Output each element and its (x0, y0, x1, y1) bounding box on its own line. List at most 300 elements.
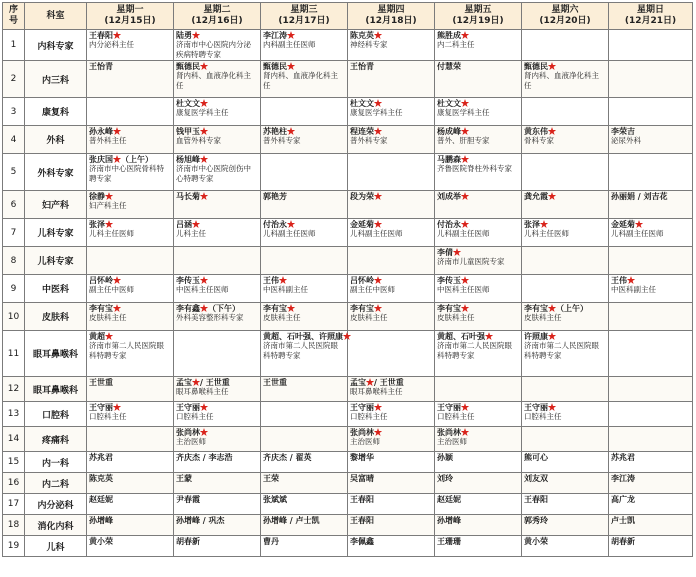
star-icon: ★ (453, 247, 461, 257)
doctor-name: 曹丹 (263, 536, 279, 546)
schedule-cell (261, 473, 348, 494)
day-date: (12月17日) (278, 16, 330, 26)
doctor-name: 孟宝 (350, 377, 366, 387)
schedule-cell (87, 377, 174, 402)
header-day-tue (174, 3, 261, 30)
schedule-cell (435, 30, 522, 61)
star-icon: ★ (548, 303, 556, 313)
doctor-name: 程连荣 (350, 126, 374, 136)
doctor-title: 中医科副主任 (263, 285, 308, 294)
doctor-note: （上午） (556, 303, 588, 313)
doctor-name: 王守丽 (437, 402, 461, 412)
schedule-cell (609, 191, 693, 219)
schedule-cell (87, 30, 174, 61)
doctor-name: 王守丽 (524, 402, 548, 412)
department-name: 内分泌科 (25, 494, 87, 515)
doctor-title: 皮肤科主任 (263, 313, 301, 322)
schedule-cell (522, 377, 609, 402)
schedule-cell (522, 331, 609, 377)
table-row (3, 377, 693, 402)
schedule-cell (87, 275, 174, 303)
doctor-name: 尹春霞 (176, 494, 200, 504)
table-row (3, 515, 693, 536)
star-icon: ★ (461, 303, 469, 313)
schedule-cell (261, 219, 348, 247)
doctor-name-line (89, 536, 171, 546)
department-name: 外科 (25, 126, 87, 154)
day-date: (12月15日) (104, 16, 156, 26)
day-name: 星期五 (464, 5, 492, 15)
schedule-cell (435, 515, 522, 536)
schedule-cell (435, 98, 522, 126)
star-icon: ★ (200, 402, 208, 412)
doctor-name: 赵廷妮 (437, 494, 461, 504)
row-number: 17 (3, 494, 25, 515)
star-icon: ★ (461, 275, 469, 285)
schedule-cell (174, 275, 261, 303)
doctor-name-line (176, 98, 258, 108)
schedule-cell (348, 98, 435, 126)
star-icon: ★ (192, 30, 200, 40)
doctor-name-line (176, 452, 258, 462)
doctor-name-line (176, 30, 258, 40)
schedule-cell (609, 154, 693, 191)
doctor-name: 王荣 (263, 473, 279, 483)
star-icon: ★ (374, 402, 382, 412)
doctor-name: 钱甲玉 (176, 126, 200, 136)
schedule-cell (609, 126, 693, 154)
star-icon: ★ (287, 30, 295, 40)
doctor-name: 李江涛 (263, 30, 287, 40)
doctor-name-line (263, 452, 345, 462)
doctor-name-line (437, 402, 519, 412)
department-name: 内二科 (25, 473, 87, 494)
schedule-cell (87, 219, 174, 247)
star-icon: ★ (366, 377, 374, 387)
header-row (3, 3, 693, 30)
doctor-name: 王春阳 (89, 30, 113, 40)
schedule-cell (174, 154, 261, 191)
doctor-name: 杨旭峰 (176, 154, 200, 164)
star-icon: ★ (374, 427, 382, 437)
table-row (3, 536, 693, 557)
schedule-cell (348, 30, 435, 61)
doctor-name-line (350, 473, 432, 483)
star-icon: ★ (374, 30, 382, 40)
star-icon: ★ (461, 427, 469, 437)
star-icon: ★ (374, 126, 382, 136)
doctor-name: 吕涵 (176, 219, 192, 229)
department-name: 儿科 (25, 536, 87, 557)
doctor-name-line (89, 275, 171, 285)
doctor-name: 赵廷妮 (89, 494, 113, 504)
doctor-title: 妇产科主任 (89, 201, 127, 210)
schedule-cell (609, 275, 693, 303)
header-dept: 科室 (25, 3, 87, 30)
schedule-cell (609, 377, 693, 402)
schedule-cell (609, 303, 693, 331)
schedule-cell (435, 494, 522, 515)
doctor-name-line (437, 473, 519, 483)
star-icon: ★ (200, 98, 208, 108)
schedule-cell (522, 219, 609, 247)
schedule-cell (348, 331, 435, 377)
doctor-name: 刘友双 (524, 473, 548, 483)
doctor-name: 李传玉 (176, 275, 200, 285)
doctor-name: 王守丽 (350, 402, 374, 412)
row-number: 2 (3, 61, 25, 98)
doctor-name-line (350, 452, 432, 462)
schedule-cell (609, 30, 693, 61)
doctor-name: 齐庆杰 / 李志浩 (176, 452, 233, 462)
schedule-cell (348, 536, 435, 557)
day-date: (12月16日) (191, 16, 243, 26)
doctor-name: 黄小荣 (89, 536, 113, 546)
department-name: 内科专家 (25, 30, 87, 61)
doctor-title: 眼耳鼻喉科主任 (176, 387, 229, 396)
star-icon: ★ (105, 219, 113, 229)
schedule-cell (435, 303, 522, 331)
schedule-cell (261, 191, 348, 219)
doctor-name-line (176, 515, 258, 525)
doctor-name: 王守丽 (176, 402, 200, 412)
doctor-name: 黄超 (89, 331, 105, 341)
schedule-cell (174, 61, 261, 98)
doctor-name: 孙增峰 / 巩杰 (176, 515, 225, 525)
doctor-name-line (437, 154, 519, 164)
row-number: 16 (3, 473, 25, 494)
star-icon: ★ (461, 98, 469, 108)
star-icon: ★ (200, 154, 208, 164)
doctor-title: 主治医师 (437, 437, 467, 446)
schedule-cell (609, 494, 693, 515)
schedule-cell (435, 473, 522, 494)
doctor-name: 李江涛 (611, 473, 635, 483)
day-date: (12月21日) (624, 16, 677, 26)
department-name: 内三科 (25, 61, 87, 98)
doctor-name-line (437, 98, 519, 108)
schedule-cell (522, 515, 609, 536)
doctor-title: 骨科专家 (524, 136, 554, 145)
doctor-title: 外科美容整形科专家 (176, 313, 244, 322)
doctor-name-line (611, 191, 690, 201)
doctor-name-line (611, 219, 690, 229)
doctor-name-line (437, 61, 519, 71)
department-name: 外科专家 (25, 154, 87, 191)
table-row (3, 30, 693, 61)
row-number: 13 (3, 402, 25, 427)
doctor-name: 刘成举 (437, 191, 461, 201)
doctor-title: 康复医学科主任 (350, 108, 403, 117)
doctor-name-line (524, 219, 606, 229)
doctor-name-line (89, 494, 171, 504)
star-icon: ★ (343, 331, 351, 341)
doctor-name: 王世重 (89, 377, 113, 387)
schedule-cell (87, 98, 174, 126)
doctor-name-line (89, 154, 171, 164)
doctor-title: 齐鲁医院脊柱外科专家 (437, 164, 512, 173)
doctor-name: 郭艳芳 (263, 191, 287, 201)
doctor-title: 济南市第二人民医院眼科特聘专家 (263, 341, 338, 360)
doctor-name: 王春阳 (350, 494, 374, 504)
doctor-name: 李有宝 (350, 303, 374, 313)
doctor-name-line (176, 536, 258, 546)
doctor-title: 儿科副主任医师 (611, 229, 664, 238)
doctor-name-line (89, 331, 171, 341)
row-number: 15 (3, 452, 25, 473)
schedule-cell (348, 473, 435, 494)
schedule-cell (348, 402, 435, 427)
day-name: 星期三 (290, 5, 318, 15)
doctor-name-line (263, 515, 345, 525)
doctor-name: 王伟 (263, 275, 279, 285)
doctor-title: 皮肤科主任 (437, 313, 475, 322)
star-icon: ★ (192, 219, 200, 229)
star-icon: ★ (627, 275, 635, 285)
doctor-name: 孙丽娟 / 刘吉花 (611, 191, 668, 201)
row-number: 8 (3, 247, 25, 275)
doctor-name-line (176, 61, 258, 71)
doctor-name: 杜文文 (350, 98, 374, 108)
row-number: 18 (3, 515, 25, 536)
star-icon: ★ (461, 154, 469, 164)
doctor-name: 龚允霞 (524, 191, 548, 201)
schedule-cell (87, 536, 174, 557)
row-number: 4 (3, 126, 25, 154)
doctor-note: / 王世重 (200, 377, 230, 387)
schedule-cell (609, 473, 693, 494)
schedule-cell (435, 126, 522, 154)
doctor-title: 主治医师 (350, 437, 380, 446)
doctor-name: 胡春新 (611, 536, 635, 546)
schedule-cell (174, 377, 261, 402)
schedule-cell (261, 98, 348, 126)
schedule-cell (522, 473, 609, 494)
doctor-name-line (350, 30, 432, 40)
star-icon: ★ (200, 61, 208, 71)
doctor-title: 济南市第二人民医院眼科特聘专家 (89, 341, 164, 360)
schedule-cell (261, 275, 348, 303)
doctor-title: 中医科主任医师 (437, 285, 490, 294)
doctor-name-line (89, 191, 171, 201)
table-row (3, 331, 693, 377)
star-icon: ★ (287, 219, 295, 229)
star-icon: ★ (540, 219, 548, 229)
schedule-cell (348, 427, 435, 452)
doctor-name-line (524, 536, 606, 546)
schedule-cell (522, 126, 609, 154)
doctor-title: 儿科副主任医师 (350, 229, 403, 238)
department-name: 口腔科 (25, 402, 87, 427)
doctor-name-line (176, 191, 258, 201)
schedule-cell (261, 494, 348, 515)
doctor-name: 刘玲 (437, 473, 453, 483)
schedule-cell (261, 30, 348, 61)
schedule-cell (609, 247, 693, 275)
doctor-name: 段为荣 (350, 191, 374, 201)
doctor-name: 熊胜成 (437, 30, 461, 40)
schedule-cell (348, 303, 435, 331)
schedule-cell (348, 275, 435, 303)
schedule-cell (87, 331, 174, 377)
schedule-cell (348, 377, 435, 402)
schedule-cell (609, 61, 693, 98)
doctor-name-line (524, 191, 606, 201)
schedule-cell (174, 473, 261, 494)
day-date: (12月18日) (365, 16, 417, 26)
star-icon: ★ (113, 126, 121, 136)
schedule-cell (522, 536, 609, 557)
schedule-cell (174, 452, 261, 473)
table-row (3, 61, 693, 98)
doctor-name-line (263, 473, 345, 483)
star-icon: ★ (548, 331, 556, 341)
star-icon: ★ (374, 303, 382, 313)
doctor-name: 陈克英 (89, 473, 113, 483)
table-row (3, 219, 693, 247)
doctor-name: 张泽 (89, 219, 105, 229)
doctor-title: 济南市中心医院创伤中心特聘专家 (176, 164, 251, 183)
doctor-name-line (524, 61, 606, 71)
schedule-cell (261, 536, 348, 557)
doctor-name: 徐静 (89, 191, 105, 201)
star-icon: ★ (461, 191, 469, 201)
doctor-title: 儿科副主任医师 (263, 229, 316, 238)
schedule-cell (261, 515, 348, 536)
schedule-cell (435, 427, 522, 452)
star-icon: ★ (287, 61, 295, 71)
doctor-name: 吴富晴 (350, 473, 374, 483)
department-name: 儿科专家 (25, 247, 87, 275)
doctor-name-line (350, 303, 432, 313)
doctor-name: 李有宝 (437, 303, 461, 313)
doctor-name: 黄东伟 (524, 126, 548, 136)
star-icon: ★ (279, 275, 287, 285)
table-row (3, 494, 693, 515)
schedule-cell (261, 331, 351, 377)
doctor-name: 张斌斌 (263, 494, 287, 504)
doctor-name: 郭秀玲 (524, 515, 548, 525)
table-row (3, 126, 693, 154)
star-icon: ★ (461, 219, 469, 229)
star-icon: ★ (113, 30, 121, 40)
doctor-name: 张尚林 (350, 427, 374, 437)
schedule-cell (435, 275, 522, 303)
schedule-cell (87, 303, 174, 331)
schedule-cell (87, 154, 174, 191)
doctor-name: 甄德民 (524, 61, 548, 71)
star-icon: ★ (461, 126, 469, 136)
doctor-title: 泌尿外科 (611, 136, 641, 145)
doctor-title: 副主任中医师 (89, 285, 134, 294)
doctor-name-line (524, 126, 606, 136)
doctor-name: 苏艳柱 (263, 126, 287, 136)
schedule-cell (174, 331, 261, 377)
doctor-title: 主治医师 (176, 437, 206, 446)
row-number: 5 (3, 154, 25, 191)
doctor-title: 普外科专家 (350, 136, 388, 145)
row-number: 12 (3, 377, 25, 402)
doctor-name: 孟宝 (176, 377, 192, 387)
schedule-cell (348, 126, 435, 154)
doctor-name: 王春阳 (524, 494, 548, 504)
star-icon: ★ (374, 191, 382, 201)
department-name: 内一科 (25, 452, 87, 473)
doctor-name: 王伟 (611, 275, 627, 285)
schedule-cell (522, 427, 609, 452)
doctor-name-line (437, 303, 519, 313)
doctor-name-line (176, 427, 258, 437)
doctor-name: 熊可心 (524, 452, 548, 462)
schedule-cell (174, 219, 261, 247)
star-icon: ★ (548, 191, 556, 201)
doctor-title: 眼耳鼻喉科主任 (350, 387, 403, 396)
doctor-name-line (263, 494, 345, 504)
row-number: 14 (3, 427, 25, 452)
doctor-name-line (350, 126, 432, 136)
doctor-name: 王怡青 (89, 61, 113, 71)
doctor-title: 康复医学科主任 (437, 108, 490, 117)
schedule-cell (609, 219, 693, 247)
doctor-name-line (437, 275, 519, 285)
doctor-name-line (263, 126, 345, 136)
doctor-name-line (350, 427, 432, 437)
doctor-title: 济南市第二人民医院眼科特聘专家 (524, 341, 599, 360)
doctor-name: 孙颖 (437, 452, 453, 462)
schedule-cell (174, 536, 261, 557)
day-date: (12月19日) (452, 16, 504, 26)
schedule-cell (174, 494, 261, 515)
doctor-name: 黄超、石叶强 (437, 331, 485, 341)
doctor-name-line (611, 494, 690, 504)
department-name: 儿科专家 (25, 219, 87, 247)
header-day-thu (348, 3, 435, 30)
schedule-cell (348, 452, 435, 473)
star-icon: ★ (287, 303, 295, 313)
doctor-title: 普外科主任 (89, 136, 127, 145)
schedule-cell (174, 515, 261, 536)
doctor-name-line (89, 61, 171, 71)
schedule-cell (522, 30, 609, 61)
doctor-name: 李有宝 (263, 303, 287, 313)
schedule-cell (174, 303, 261, 331)
doctor-title: 普外科专家 (263, 136, 301, 145)
doctor-name-line (524, 515, 606, 525)
doctor-name: 王怡青 (350, 61, 374, 71)
schedule-cell (522, 402, 609, 427)
schedule-cell (87, 61, 174, 98)
doctor-name: 付慧荣 (437, 61, 461, 71)
doctor-name: 甄德民 (263, 61, 287, 71)
doctor-title: 普外、肝胆专家 (437, 136, 490, 145)
doctor-name-line (176, 377, 258, 387)
doctor-name-line (350, 402, 432, 412)
doctor-name: 苏兆君 (89, 452, 113, 462)
doctor-name: 高广龙 (611, 494, 635, 504)
day-name: 星期二 (203, 5, 231, 15)
schedule-cell (609, 515, 693, 536)
doctor-name-line (263, 30, 345, 40)
doctor-name-line (524, 402, 606, 412)
doctor-title: 内科副主任医师 (263, 40, 316, 49)
schedule-cell (87, 494, 174, 515)
star-icon: ★ (374, 275, 382, 285)
star-icon: ★ (200, 126, 208, 136)
doctor-title: 儿科副主任医师 (437, 229, 490, 238)
schedule-cell (348, 154, 435, 191)
doctor-name-line (89, 30, 171, 40)
department-name: 中医科 (25, 275, 87, 303)
